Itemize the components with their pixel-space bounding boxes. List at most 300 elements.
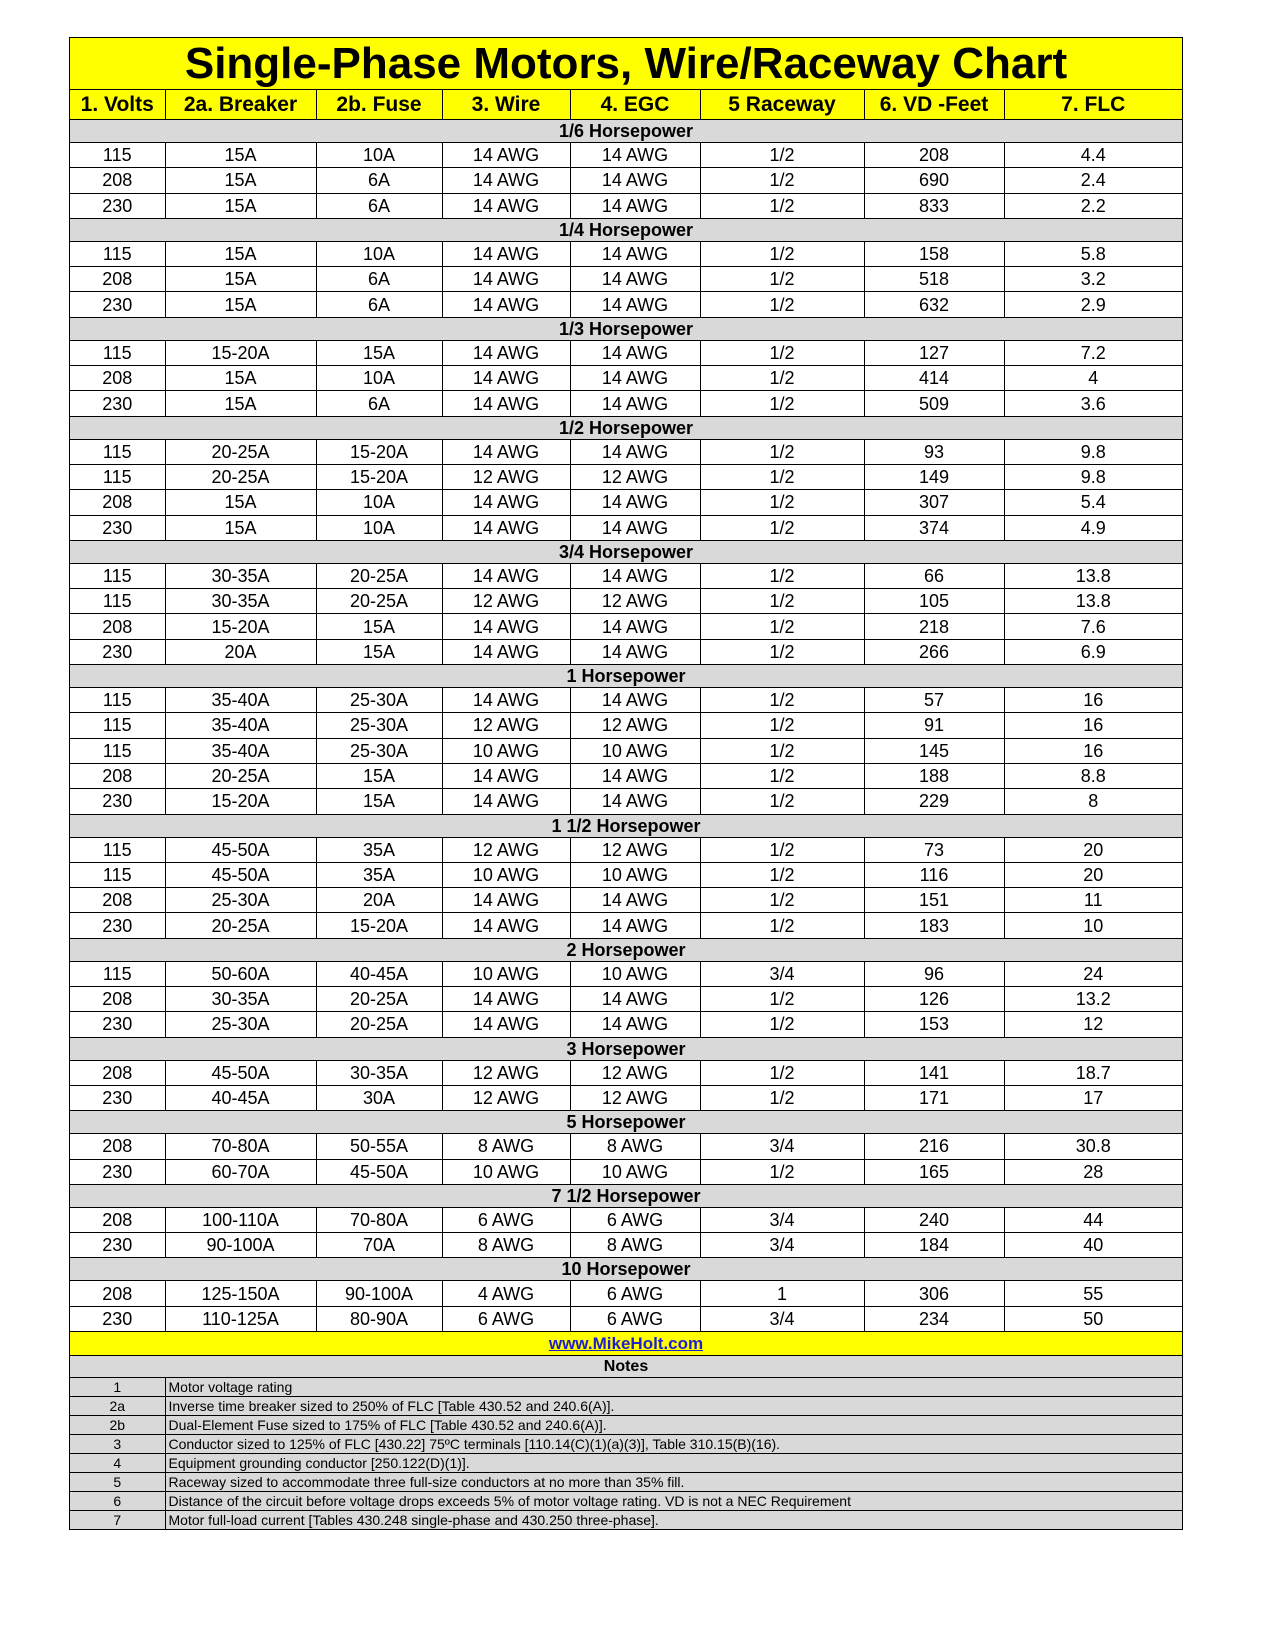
- column-header: 1. Volts: [70, 90, 165, 120]
- table-cell: 14 AWG: [570, 888, 700, 913]
- table-row: [70, 515, 1182, 540]
- table-cell: 216: [864, 1134, 1004, 1159]
- table-cell: 45-50A: [165, 1060, 316, 1085]
- table-cell: 40: [1004, 1233, 1182, 1258]
- table-cell: 14 AWG: [570, 1012, 700, 1037]
- section-label: 1 1/2 Horsepower: [70, 814, 1182, 837]
- table-cell: 55: [1004, 1281, 1182, 1306]
- table-cell: 1/2: [700, 391, 864, 416]
- table-cell: 208: [70, 1060, 165, 1085]
- table-row: [70, 1281, 1182, 1306]
- table-cell: 1/2: [700, 862, 864, 887]
- table-cell: 50-60A: [165, 961, 316, 986]
- table-cell: 24: [1004, 961, 1182, 986]
- note-row: [70, 1434, 1182, 1453]
- table-cell: 230: [70, 1159, 165, 1184]
- table-cell: 14 AWG: [442, 614, 570, 639]
- table-cell: 141: [864, 1060, 1004, 1085]
- section-row: [70, 1037, 1182, 1060]
- note-text: Conductor sized to 125% of FLC [430.22] 75ºC terminals [110.14(C)(1)(a)(3)], Table 310.15(B)(16).: [165, 1434, 1182, 1453]
- table-cell: 115: [70, 464, 165, 489]
- table-cell: 171: [864, 1085, 1004, 1110]
- table-cell: 1/2: [700, 763, 864, 788]
- table-cell: 16: [1004, 738, 1182, 763]
- section-row: [70, 120, 1182, 143]
- table-row: [70, 1306, 1182, 1331]
- table-cell: 230: [70, 1306, 165, 1331]
- table-cell: 14 AWG: [442, 267, 570, 292]
- table-cell: 158: [864, 241, 1004, 266]
- table-cell: 8: [1004, 789, 1182, 814]
- table-cell: 16: [1004, 688, 1182, 713]
- table-row: [70, 1233, 1182, 1258]
- table-cell: 70A: [316, 1233, 442, 1258]
- section-label: 10 Horsepower: [70, 1258, 1182, 1281]
- column-header: 3. Wire: [442, 90, 570, 120]
- table-cell: 25-30A: [316, 688, 442, 713]
- table-cell: 13.8: [1004, 589, 1182, 614]
- table-cell: 50: [1004, 1306, 1182, 1331]
- table-cell: 266: [864, 639, 1004, 664]
- table-cell: 307: [864, 490, 1004, 515]
- table-cell: 14 AWG: [570, 515, 700, 540]
- table-cell: 14 AWG: [442, 1012, 570, 1037]
- table-cell: 14 AWG: [442, 763, 570, 788]
- table-cell: 3/4: [700, 961, 864, 986]
- note-text: Motor voltage rating: [165, 1378, 1182, 1397]
- table-cell: 45-50A: [165, 837, 316, 862]
- table-row: [70, 713, 1182, 738]
- table-cell: 25-30A: [165, 888, 316, 913]
- table-cell: 15A: [165, 515, 316, 540]
- table-cell: 45-50A: [316, 1159, 442, 1184]
- table-cell: 20-25A: [165, 913, 316, 938]
- notes-header-row: [70, 1355, 1182, 1377]
- table-cell: 116: [864, 862, 1004, 887]
- section-row: [70, 218, 1182, 241]
- table-cell: 57: [864, 688, 1004, 713]
- table-cell: 229: [864, 789, 1004, 814]
- table-row: [70, 1060, 1182, 1085]
- note-text: Inverse time breaker sized to 250% of FLC [Table 430.52 and 240.6(A)].: [165, 1396, 1182, 1415]
- table-cell: 3.2: [1004, 267, 1182, 292]
- table-cell: 1/2: [700, 193, 864, 218]
- table-cell: 690: [864, 168, 1004, 193]
- section-row: [70, 416, 1182, 439]
- table-cell: 1/2: [700, 789, 864, 814]
- note-row: [70, 1396, 1182, 1415]
- table-cell: 230: [70, 391, 165, 416]
- table-cell: 115: [70, 241, 165, 266]
- table-cell: 115: [70, 340, 165, 365]
- table-cell: 14 AWG: [570, 241, 700, 266]
- table-row: [70, 738, 1182, 763]
- table-cell: 28: [1004, 1159, 1182, 1184]
- table-cell: 14 AWG: [442, 688, 570, 713]
- section-row: [70, 540, 1182, 563]
- table-cell: 218: [864, 614, 1004, 639]
- table-cell: 1/2: [700, 1060, 864, 1085]
- table-row: [70, 862, 1182, 887]
- table-cell: 414: [864, 366, 1004, 391]
- table-cell: 25-30A: [165, 1012, 316, 1037]
- table-cell: 6A: [316, 193, 442, 218]
- table-cell: 20: [1004, 837, 1182, 862]
- table-cell: 14 AWG: [570, 168, 700, 193]
- note-text: Motor full-load current [Tables 430.248 single-phase and 430.250 three-phase].: [165, 1510, 1182, 1529]
- table-cell: 14 AWG: [442, 888, 570, 913]
- table-cell: 208: [70, 763, 165, 788]
- table-cell: 14 AWG: [442, 515, 570, 540]
- table-cell: 14 AWG: [570, 987, 700, 1012]
- table-cell: 208: [864, 143, 1004, 168]
- note-number: 6: [70, 1491, 165, 1510]
- table-cell: 1/2: [700, 490, 864, 515]
- section-row: [70, 938, 1182, 961]
- table-cell: 230: [70, 515, 165, 540]
- table-cell: 14 AWG: [442, 193, 570, 218]
- table-cell: 1/2: [700, 913, 864, 938]
- table-cell: 12 AWG: [442, 464, 570, 489]
- table-row: [70, 789, 1182, 814]
- table-cell: 2.9: [1004, 292, 1182, 317]
- table-cell: 14 AWG: [570, 439, 700, 464]
- table-cell: 10 AWG: [442, 961, 570, 986]
- table-cell: 30-35A: [165, 987, 316, 1012]
- table-cell: 12 AWG: [442, 1085, 570, 1110]
- table-cell: 15-20A: [316, 913, 442, 938]
- table-cell: 35-40A: [165, 688, 316, 713]
- table-cell: 10A: [316, 143, 442, 168]
- table-cell: 10 AWG: [570, 862, 700, 887]
- table-cell: 15A: [165, 490, 316, 515]
- motor-table: [70, 90, 1182, 1378]
- section-row: [70, 1258, 1182, 1281]
- table-cell: 60-70A: [165, 1159, 316, 1184]
- table-cell: 10 AWG: [570, 738, 700, 763]
- table-cell: 15A: [165, 267, 316, 292]
- table-cell: 14 AWG: [570, 614, 700, 639]
- table-cell: 509: [864, 391, 1004, 416]
- table-cell: 13.8: [1004, 563, 1182, 588]
- note-row: [70, 1453, 1182, 1472]
- table-cell: 208: [70, 366, 165, 391]
- table-row: [70, 837, 1182, 862]
- table-cell: 208: [70, 614, 165, 639]
- table-cell: 125-150A: [165, 1281, 316, 1306]
- table-cell: 2.4: [1004, 168, 1182, 193]
- table-row: [70, 439, 1182, 464]
- table-cell: 208: [70, 987, 165, 1012]
- table-cell: 96: [864, 961, 1004, 986]
- table-cell: 115: [70, 439, 165, 464]
- table-cell: 1/2: [700, 589, 864, 614]
- table-cell: 1/2: [700, 292, 864, 317]
- note-number: 1: [70, 1378, 165, 1397]
- table-cell: 833: [864, 193, 1004, 218]
- page-title: Single-Phase Motors, Wire/Raceway Chart: [70, 38, 1182, 90]
- table-row: [70, 763, 1182, 788]
- table-cell: 1/2: [700, 639, 864, 664]
- table-cell: 18.7: [1004, 1060, 1182, 1085]
- table-cell: 25-30A: [316, 713, 442, 738]
- section-label: 1/4 Horsepower: [70, 218, 1182, 241]
- website-link[interactable]: www.MikeHolt.com: [548, 1333, 704, 1353]
- table-cell: 14 AWG: [570, 563, 700, 588]
- section-label: 3/4 Horsepower: [70, 540, 1182, 563]
- table-cell: 15A: [316, 763, 442, 788]
- table-cell: 208: [70, 490, 165, 515]
- table-cell: 230: [70, 789, 165, 814]
- section-label: 2 Horsepower: [70, 938, 1182, 961]
- table-cell: 10 AWG: [442, 738, 570, 763]
- table-cell: 3.6: [1004, 391, 1182, 416]
- table-cell: 10 AWG: [442, 1159, 570, 1184]
- table-cell: 13.2: [1004, 987, 1182, 1012]
- table-cell: 100-110A: [165, 1207, 316, 1232]
- table-cell: 20A: [316, 888, 442, 913]
- table-cell: 20-25A: [316, 1012, 442, 1037]
- table-cell: 14 AWG: [442, 639, 570, 664]
- table-cell: 20-25A: [316, 563, 442, 588]
- table-cell: 8 AWG: [570, 1233, 700, 1258]
- table-cell: 115: [70, 961, 165, 986]
- table-cell: 6 AWG: [442, 1306, 570, 1331]
- table-cell: 14 AWG: [570, 340, 700, 365]
- table-cell: 115: [70, 862, 165, 887]
- table-row: [70, 490, 1182, 515]
- website-row: [70, 1331, 1182, 1355]
- table-cell: 1/2: [700, 563, 864, 588]
- table-row: [70, 987, 1182, 1012]
- table-cell: 5.8: [1004, 241, 1182, 266]
- table-cell: 14 AWG: [570, 292, 700, 317]
- table-cell: 6A: [316, 168, 442, 193]
- table-cell: 6A: [316, 267, 442, 292]
- table-cell: 518: [864, 267, 1004, 292]
- section-label: 5 Horsepower: [70, 1111, 1182, 1134]
- table-cell: 14 AWG: [442, 241, 570, 266]
- table-cell: 1/2: [700, 168, 864, 193]
- table-cell: 208: [70, 1134, 165, 1159]
- note-row: [70, 1510, 1182, 1529]
- table-cell: 165: [864, 1159, 1004, 1184]
- table-cell: 2.2: [1004, 193, 1182, 218]
- table-cell: 14 AWG: [442, 340, 570, 365]
- table-cell: 6 AWG: [442, 1207, 570, 1232]
- table-cell: 126: [864, 987, 1004, 1012]
- table-cell: 90-100A: [316, 1281, 442, 1306]
- table-row: [70, 1207, 1182, 1232]
- table-cell: 4 AWG: [442, 1281, 570, 1306]
- table-cell: 1/2: [700, 837, 864, 862]
- column-header: 2a. Breaker: [165, 90, 316, 120]
- table-cell: 306: [864, 1281, 1004, 1306]
- table-cell: 12: [1004, 1012, 1182, 1037]
- note-text: Raceway sized to accommodate three full-size conductors at no more than 35% fill.: [165, 1472, 1182, 1491]
- table-cell: 93: [864, 439, 1004, 464]
- table-cell: 15A: [165, 168, 316, 193]
- table-cell: 230: [70, 1085, 165, 1110]
- table-cell: 15A: [316, 340, 442, 365]
- table-cell: 50-55A: [316, 1134, 442, 1159]
- table-cell: 10 AWG: [570, 961, 700, 986]
- table-cell: 44: [1004, 1207, 1182, 1232]
- table-cell: 15A: [165, 391, 316, 416]
- table-cell: 7.6: [1004, 614, 1182, 639]
- table-cell: 115: [70, 563, 165, 588]
- table-cell: 90-100A: [165, 1233, 316, 1258]
- table-cell: 35-40A: [165, 713, 316, 738]
- table-cell: 40-45A: [316, 961, 442, 986]
- table-row: [70, 961, 1182, 986]
- table-cell: 10: [1004, 913, 1182, 938]
- column-header: 7. FLC: [1004, 90, 1182, 120]
- note-number: 2b: [70, 1415, 165, 1434]
- table-row: [70, 589, 1182, 614]
- table-cell: 3/4: [700, 1207, 864, 1232]
- table-cell: 8 AWG: [442, 1134, 570, 1159]
- table-cell: 35A: [316, 837, 442, 862]
- table-row: [70, 391, 1182, 416]
- note-row: [70, 1472, 1182, 1491]
- table-cell: 17: [1004, 1085, 1182, 1110]
- table-cell: 14 AWG: [570, 639, 700, 664]
- note-number: 3: [70, 1434, 165, 1453]
- table-cell: 4.4: [1004, 143, 1182, 168]
- table-cell: 1/2: [700, 340, 864, 365]
- table-row: [70, 143, 1182, 168]
- table-cell: 14 AWG: [442, 789, 570, 814]
- table-cell: 374: [864, 515, 1004, 540]
- table-cell: 20-25A: [165, 439, 316, 464]
- table-cell: 12 AWG: [570, 713, 700, 738]
- table-cell: 6A: [316, 292, 442, 317]
- section-label: 7 1/2 Horsepower: [70, 1184, 1182, 1207]
- table-cell: 16: [1004, 713, 1182, 738]
- table-cell: 30-35A: [316, 1060, 442, 1085]
- table-cell: 208: [70, 1281, 165, 1306]
- table-cell: 15A: [165, 366, 316, 391]
- table-cell: 1/2: [700, 515, 864, 540]
- table-cell: 15-20A: [165, 340, 316, 365]
- table-cell: 15A: [316, 614, 442, 639]
- table-cell: 11: [1004, 888, 1182, 913]
- table-cell: 14 AWG: [442, 987, 570, 1012]
- table-cell: 14 AWG: [442, 391, 570, 416]
- table-cell: 12 AWG: [570, 464, 700, 489]
- table-cell: 230: [70, 292, 165, 317]
- note-row: [70, 1491, 1182, 1510]
- table-cell: 70-80A: [165, 1134, 316, 1159]
- section-label: 1/3 Horsepower: [70, 317, 1182, 340]
- table-cell: 1: [700, 1281, 864, 1306]
- table-cell: 30.8: [1004, 1134, 1182, 1159]
- table-cell: 12 AWG: [570, 1060, 700, 1085]
- table-cell: 14 AWG: [570, 267, 700, 292]
- table-cell: 8 AWG: [570, 1134, 700, 1159]
- table-row: [70, 366, 1182, 391]
- table-cell: 15-20A: [316, 439, 442, 464]
- table-cell: 230: [70, 193, 165, 218]
- section-row: [70, 814, 1182, 837]
- table-cell: 5.4: [1004, 490, 1182, 515]
- table-row: [70, 888, 1182, 913]
- table-cell: 1/2: [700, 464, 864, 489]
- table-cell: 1/2: [700, 143, 864, 168]
- table-cell: 15A: [316, 639, 442, 664]
- table-cell: 10A: [316, 241, 442, 266]
- table-cell: 6 AWG: [570, 1207, 700, 1232]
- table-cell: 8.8: [1004, 763, 1182, 788]
- table-cell: 20-25A: [165, 464, 316, 489]
- table-cell: 110-125A: [165, 1306, 316, 1331]
- table-cell: 73: [864, 837, 1004, 862]
- table-row: [70, 340, 1182, 365]
- table-cell: 151: [864, 888, 1004, 913]
- table-cell: 12 AWG: [442, 713, 570, 738]
- table-cell: 115: [70, 143, 165, 168]
- table-row: [70, 688, 1182, 713]
- table-row: [70, 614, 1182, 639]
- table-cell: 14 AWG: [442, 292, 570, 317]
- section-row: [70, 317, 1182, 340]
- table-cell: 40-45A: [165, 1085, 316, 1110]
- table-cell: 208: [70, 267, 165, 292]
- table-cell: 188: [864, 763, 1004, 788]
- table-cell: 9.8: [1004, 439, 1182, 464]
- column-header: 4. EGC: [570, 90, 700, 120]
- table-cell: 1/2: [700, 987, 864, 1012]
- table-cell: 145: [864, 738, 1004, 763]
- table-cell: 91: [864, 713, 1004, 738]
- table-cell: 12 AWG: [442, 837, 570, 862]
- table-cell: 30-35A: [165, 563, 316, 588]
- note-number: 7: [70, 1510, 165, 1529]
- chart-sheet: [69, 37, 1183, 1530]
- table-cell: 15A: [165, 292, 316, 317]
- table-cell: 1/2: [700, 366, 864, 391]
- table-cell: 14 AWG: [570, 143, 700, 168]
- table-cell: 1/2: [700, 1012, 864, 1037]
- table-cell: 14 AWG: [442, 563, 570, 588]
- table-cell: 12 AWG: [570, 837, 700, 862]
- header-row: [70, 90, 1182, 120]
- table-cell: 10A: [316, 490, 442, 515]
- table-cell: 14 AWG: [570, 913, 700, 938]
- column-header: 2b. Fuse: [316, 90, 442, 120]
- table-cell: 9.8: [1004, 464, 1182, 489]
- table-cell: 66: [864, 563, 1004, 588]
- table-cell: 4.9: [1004, 515, 1182, 540]
- table-cell: 10A: [316, 515, 442, 540]
- table-cell: 6.9: [1004, 639, 1182, 664]
- table-cell: 1/2: [700, 267, 864, 292]
- table-row: [70, 168, 1182, 193]
- table-cell: 12 AWG: [570, 1085, 700, 1110]
- table-cell: 14 AWG: [442, 439, 570, 464]
- table-cell: 1/2: [700, 439, 864, 464]
- table-cell: 1/2: [700, 738, 864, 763]
- table-cell: 12 AWG: [442, 1060, 570, 1085]
- note-text: Distance of the circuit before voltage drops exceeds 5% of motor voltage rating. VD is not a NEC Requirement: [165, 1491, 1182, 1510]
- table-cell: 20-25A: [165, 763, 316, 788]
- table-cell: 127: [864, 340, 1004, 365]
- table-cell: 10A: [316, 366, 442, 391]
- table-cell: 14 AWG: [570, 391, 700, 416]
- table-cell: 1/2: [700, 688, 864, 713]
- table-cell: 15-20A: [165, 614, 316, 639]
